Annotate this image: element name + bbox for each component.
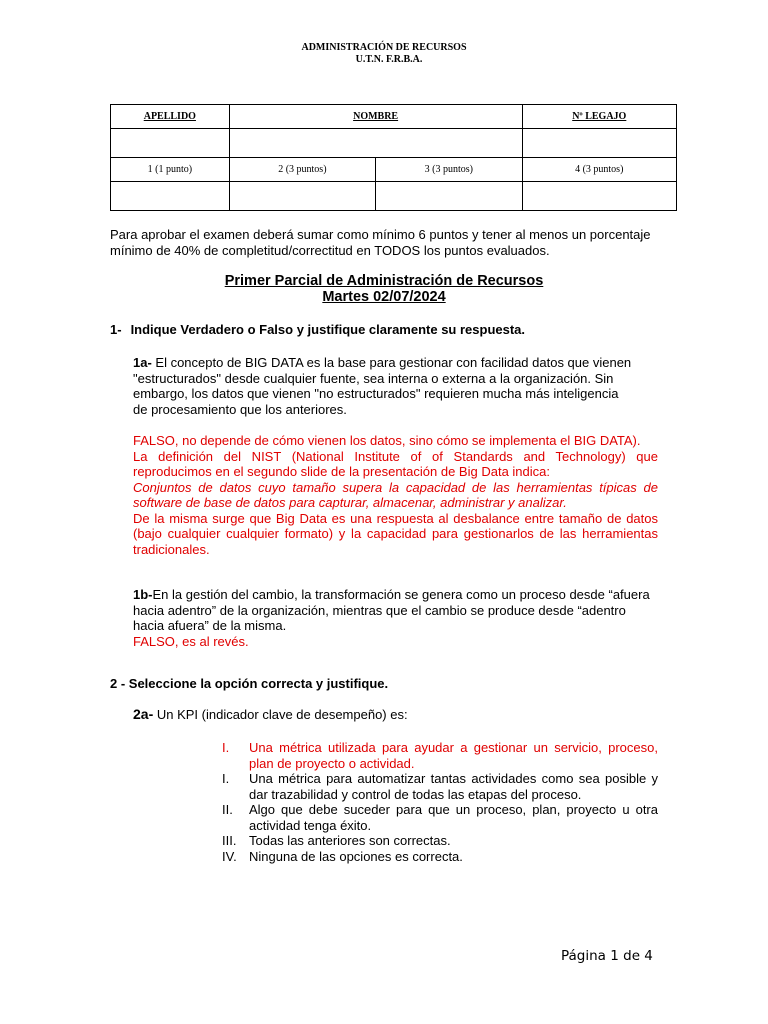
score-cell-2[interactable] — [229, 182, 375, 211]
option-text: Una métrica utilizada para ayudar a gestionar un servicio, proceso, plan de proyecto o actividad. — [249, 740, 658, 771]
document-header — [0, 42, 768, 66]
apellido-header: APELLIDO — [111, 105, 230, 129]
score-label-2: 2 (3 puntos) — [229, 158, 375, 182]
question-1 — [110, 322, 670, 338]
option-item — [222, 771, 658, 802]
question-2: 2 - Seleccione la opción correcta y justifique. — [110, 676, 389, 691]
question-1-text: Indique Verdadero o Falso y justifique claramente su respuesta. — [130, 322, 526, 337]
nombre-header: NOMBRE — [229, 105, 522, 129]
nombre-cell[interactable] — [229, 129, 522, 158]
question-1a-text: El concepto de BIG DATA es la base para gestionar con facilidad datos que vienen "estructurados" desde cualquier fuente, sea interna o externa a la organización. Sin embargo, los datos que vienen "no estructurados" requieren mucha más inteligencia de procesamiento que los anteriores. — [133, 355, 632, 417]
student-info-table — [110, 104, 677, 211]
option-number: II. — [222, 802, 233, 817]
question-2a-text: Un KPI (indicador clave de desempeño) es: — [153, 707, 408, 722]
score-cell-3[interactable] — [376, 182, 522, 211]
answer-1a-nist: La definición del NIST (National Institute of of Standards and Technology) que reproducimos en el segundo slide de la presentación de Big Data indica: — [133, 448, 658, 479]
score-label-4: 4 (3 puntos) — [522, 158, 676, 182]
question-1a — [133, 355, 633, 417]
exam-title-line-1: Primer Parcial de Administración de Recursos — [224, 273, 544, 289]
exam-title-line-2: Martes 02/07/2024 — [322, 289, 446, 305]
score-label-3: 3 (3 puntos) — [376, 158, 522, 182]
question-1b-text: En la gestión del cambio, la transformación se genera como un proceso desde “afuera hacia adentro” de la organización, mientras que el cambio se produce desde “adentro hacia afuera” de la misma. — [133, 587, 650, 633]
option-number: I. — [222, 740, 230, 755]
question-1b-label: 1b- — [133, 587, 153, 602]
question-1b — [133, 587, 658, 649]
question-1a-label: 1a- — [133, 355, 152, 370]
option-text: Algo que debe suceder para que un proceso, plan, proyecto u otra actividad tenga éxito. — [249, 802, 658, 833]
option-number: III. — [222, 833, 237, 848]
apellido-cell[interactable] — [111, 129, 230, 158]
exam-title — [0, 273, 768, 305]
option-number: IV. — [222, 848, 237, 864]
score-cell-4[interactable] — [522, 182, 676, 211]
option-text: Ninguna de las opciones es correcta. — [249, 848, 463, 864]
header-line-1: ADMINISTRACIÓN DE RECURSOS — [301, 42, 467, 53]
answer-1a — [133, 433, 658, 557]
option-item — [222, 802, 658, 833]
question-1-number: 1- — [110, 322, 122, 337]
score-cell-1[interactable] — [111, 182, 230, 211]
answer-1a-conclusion: De la misma surge que Big Data es una respuesta al desbalance entre tamaño de datos (bajo cualquier cualquier formato) y la capacidad para gestionarlos de las herramientas tradicionales. — [133, 510, 658, 557]
answer-options — [222, 740, 658, 864]
score-label-1: 1 (1 punto) — [111, 158, 230, 182]
option-text: Todas las anteriores son correctas. — [249, 833, 451, 848]
legajo-header: Nº LEGAJO — [522, 105, 676, 129]
option-item — [222, 849, 658, 865]
option-item — [222, 833, 658, 849]
legajo-cell[interactable] — [522, 129, 676, 158]
intro-paragraph: Para aprobar el examen deberá sumar como mínimo 6 puntos y tener al menos un porcentaje mínimo de 40% de completitud/correctitud en TODOS los puntos evaluados. — [110, 227, 651, 258]
question-2a — [133, 707, 658, 723]
option-item — [222, 740, 658, 771]
answer-1b: FALSO, es al revés. — [133, 633, 249, 649]
page-number: Página 1 de 4 — [561, 948, 653, 964]
answer-1a-definition: Conjuntos de datos cuyo tamaño supera la capacidad de las herramientas típicas de software de base de datos para capturar, almacenar, administrar y analizar. — [133, 479, 658, 510]
answer-1a-verdict: FALSO, no depende de cómo vienen los datos, sino cómo se implementa el BIG DATA). — [133, 433, 641, 448]
question-2a-label: 2a- — [133, 706, 154, 722]
option-text: Una métrica para automatizar tantas actividades como sea posible y dar trazabilidad y control de todas las etapas del proceso. — [249, 771, 658, 802]
header-line-2: U.T.N. F.R.B.A. — [355, 54, 423, 65]
option-number: I. — [222, 771, 230, 786]
